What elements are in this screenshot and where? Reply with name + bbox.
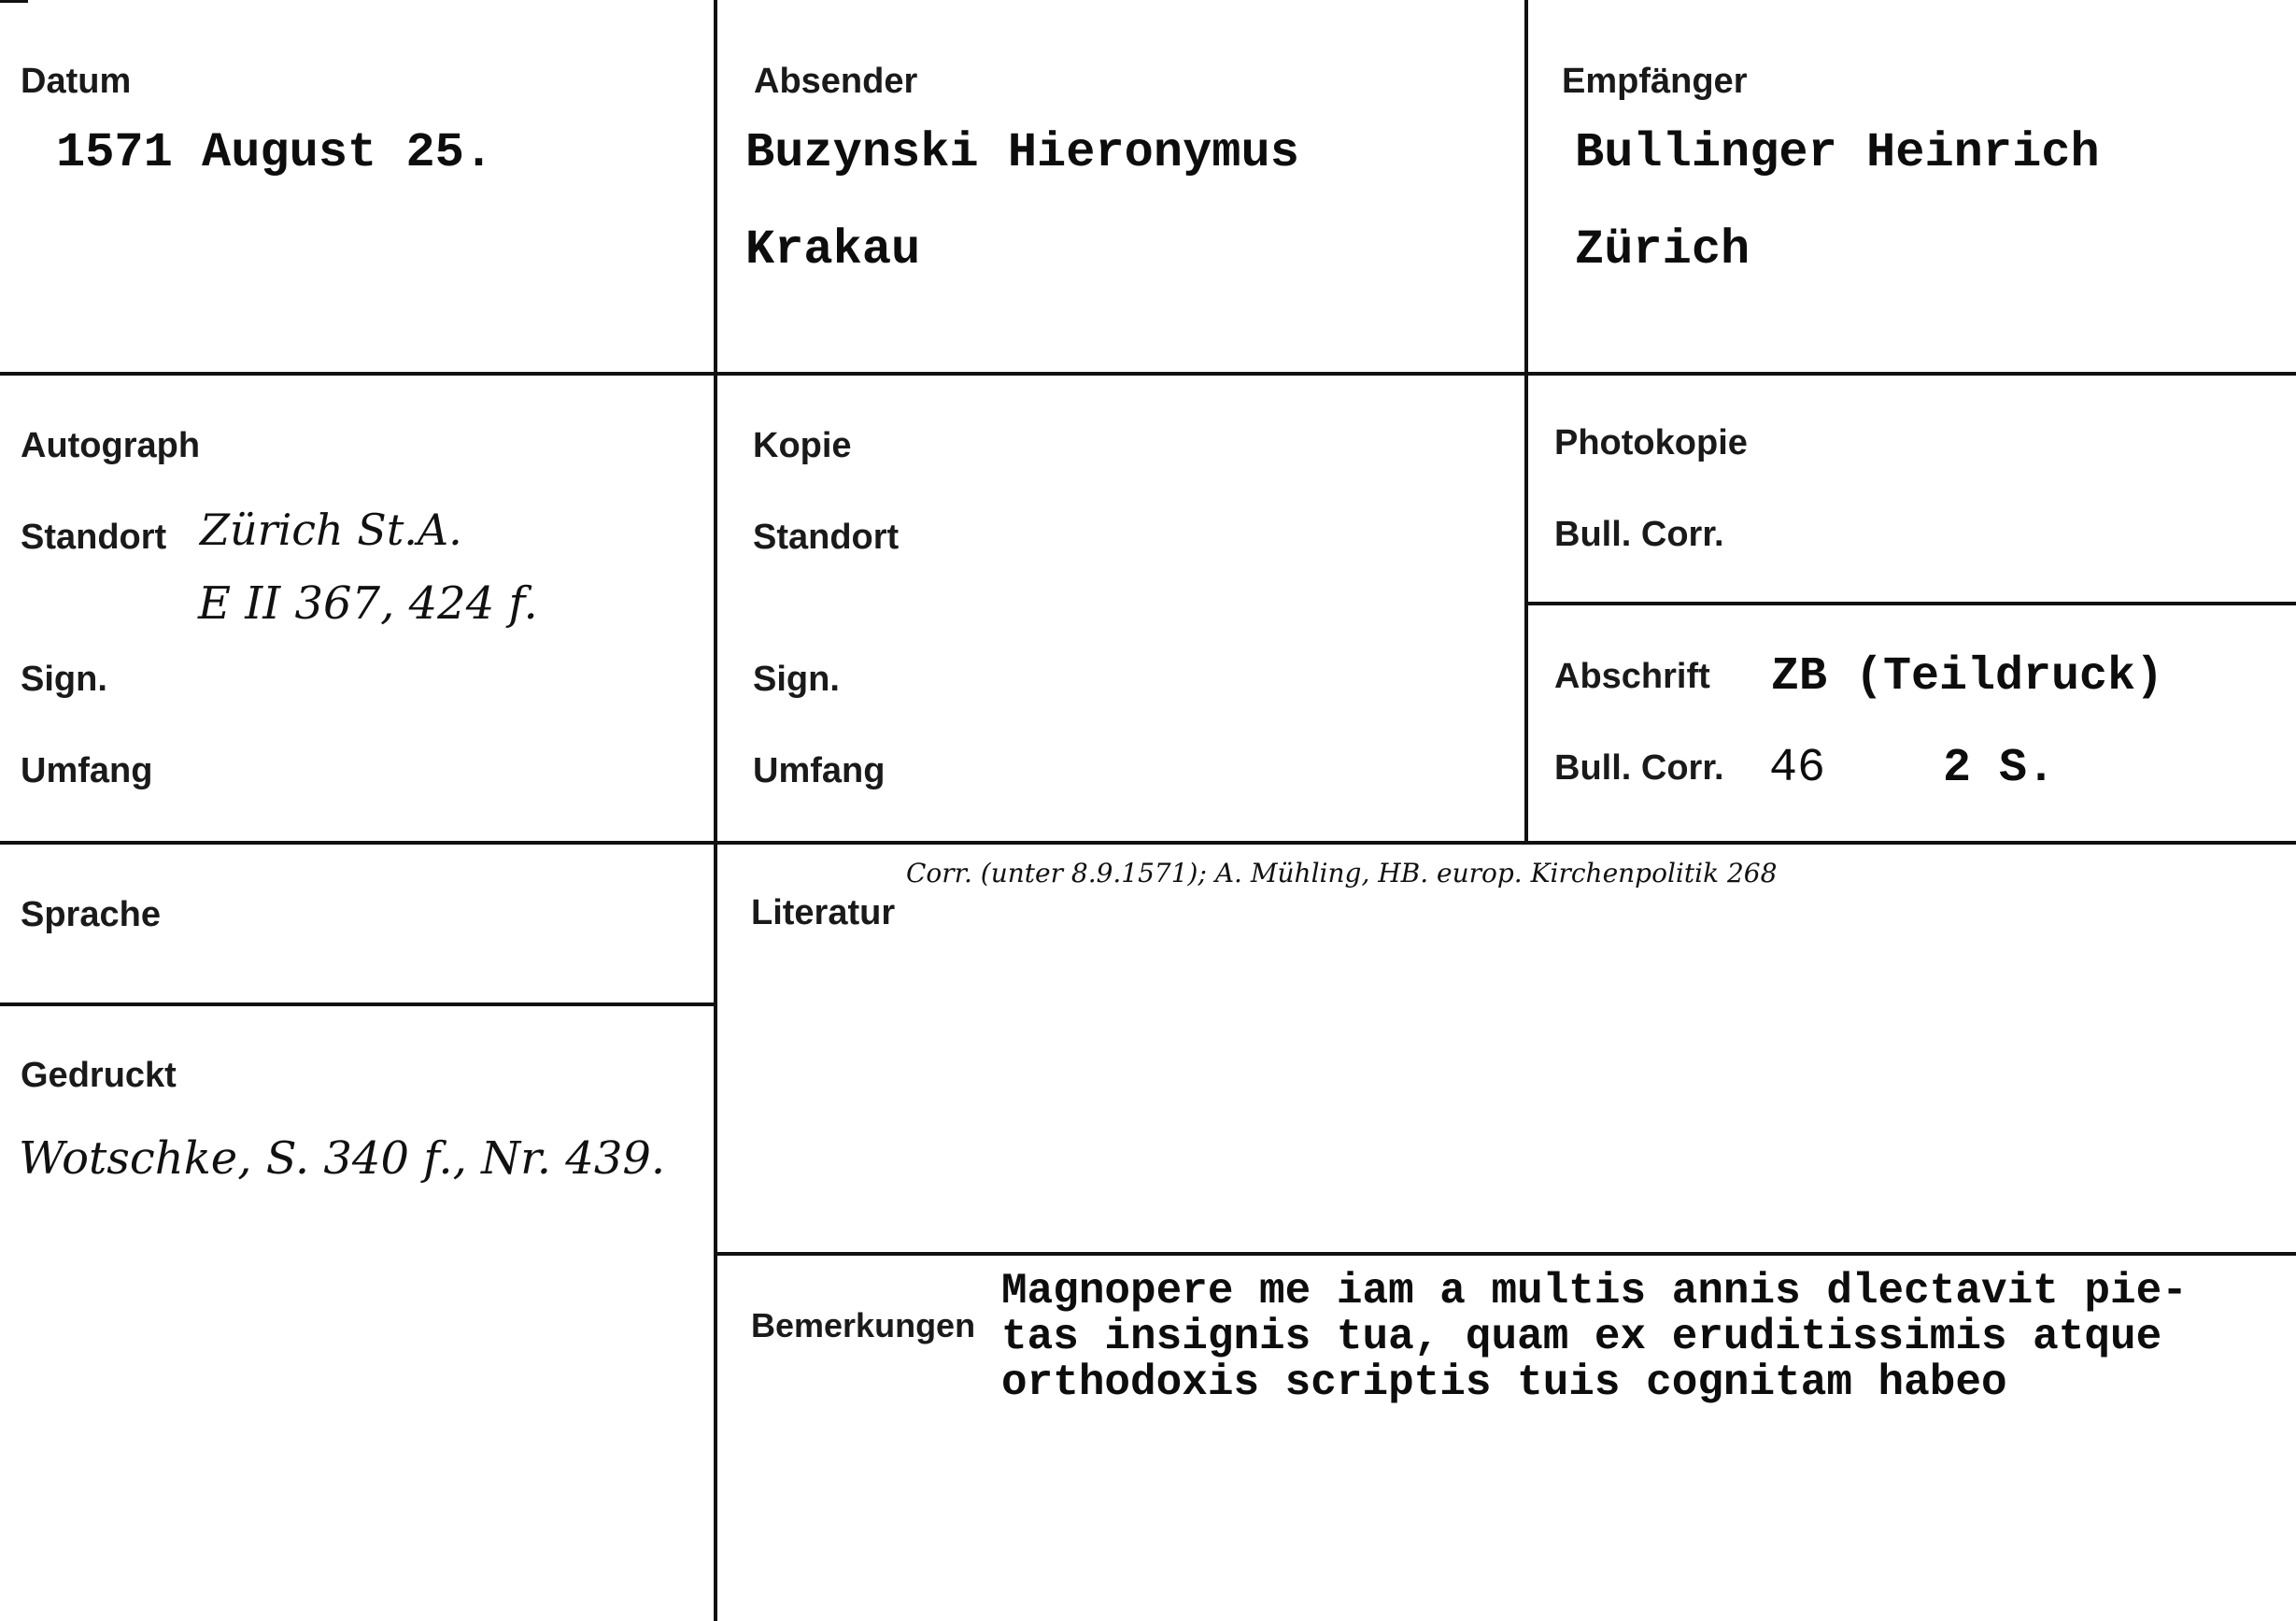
abschrift-bull-corr-volume: 46	[1769, 742, 1826, 795]
label-photokopie: Photokopie	[1554, 423, 1748, 462]
bemerkungen-line1: Magnopere me iam a multis annis dlectavit pie-	[1001, 1267, 2188, 1315]
rule-top-row	[0, 372, 2296, 376]
rule-literatur-bottom	[716, 1252, 2296, 1256]
autograph-standort-line1: Zürich St.A.	[200, 505, 462, 555]
label-gedruckt: Gedruckt	[21, 1056, 177, 1095]
label-literatur: Literatur	[751, 893, 896, 932]
autograph-standort-line2: E II 367, 424 f.	[198, 577, 538, 630]
corner-mark	[0, 0, 28, 3]
label-bemerkungen: Bemerkungen	[751, 1306, 976, 1344]
abschrift-value: ZB (Teildruck)	[1771, 650, 2164, 704]
label-kopie: Kopie	[753, 426, 852, 465]
empfaenger-name: Bullinger Heinrich	[1575, 125, 2100, 180]
label-datum: Datum	[21, 62, 132, 101]
label-kopie-standort: Standort	[753, 518, 900, 557]
label-autograph-umfang: Umfang	[21, 751, 153, 790]
literatur-note: Corr. (unter 8.9.1571); A. Mühling, HB. europ. Kirchenpolitik 268	[906, 858, 1778, 889]
label-photokopie-bull-corr: Bull. Corr.	[1554, 515, 1724, 554]
label-autograph: Autograph	[21, 426, 201, 465]
abschrift-bull-corr-pages: 2 S.	[1943, 742, 2056, 795]
datum-value: 1571 August 25.	[56, 125, 494, 180]
absender-place: Krakau	[745, 222, 921, 277]
absender-name: Buzynski Hieronymus	[745, 125, 1299, 180]
label-abschrift-bull-corr: Bull. Corr.	[1554, 748, 1724, 788]
rule-sprache-bottom	[0, 1002, 716, 1006]
bemerkungen-line2: tas insignis tua, quam ex eruditissimis atque	[1001, 1313, 2162, 1361]
empfaenger-place: Zürich	[1575, 222, 1750, 277]
label-autograph-standort: Standort	[21, 518, 167, 557]
rule-col1	[714, 0, 717, 1621]
label-kopie-sign: Sign.	[753, 660, 840, 699]
label-absender: Absender	[754, 62, 918, 101]
bemerkungen-line3: orthodoxis scriptis tuis cognitam habeo	[1001, 1358, 2007, 1407]
rule-photokopie-bottom	[1526, 602, 2296, 605]
gedruckt-value: Wotschke, S. 340 f., Nr. 439.	[19, 1132, 666, 1185]
rule-col2	[1524, 0, 1528, 841]
label-kopie-umfang: Umfang	[753, 751, 886, 790]
label-empfaenger: Empfänger	[1562, 62, 1748, 101]
label-autograph-sign: Sign.	[21, 660, 107, 699]
label-abschrift: Abschrift	[1554, 657, 1710, 696]
label-sprache: Sprache	[21, 895, 161, 934]
rule-mid-row	[0, 841, 2296, 845]
